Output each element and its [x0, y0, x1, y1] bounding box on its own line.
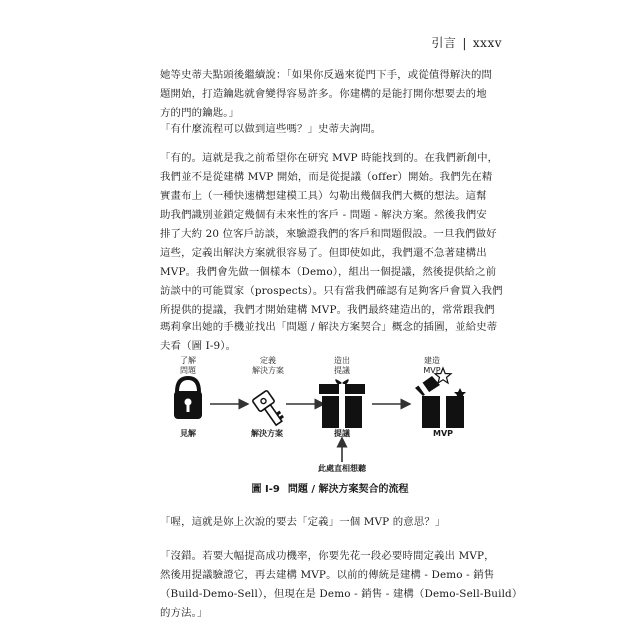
label-line: 定義	[260, 356, 276, 365]
step-2-bottom-label: 解決方案	[251, 429, 283, 438]
figure-caption	[160, 480, 500, 495]
paragraph-1	[160, 66, 500, 123]
text-line: 助我們識別並鎖定幾個有未來性的客戶 - 問題 - 解決方案。然後我們安	[160, 209, 487, 221]
step-4-top-label	[416, 356, 448, 376]
text-line: （Build-Demo-Sell），但現在是 Demo - 銷售 - 建構（Demo-Sell-Build）	[160, 588, 523, 600]
step-1-bottom-label: 見解	[180, 429, 196, 438]
paragraph-3	[160, 149, 503, 320]
text-line: 所提供的提議，我們才開始建構 MVP。我們最終建造出的，常常跟我們	[160, 304, 495, 316]
label-line: MVP	[423, 366, 441, 375]
label-line: 建造	[424, 356, 440, 365]
padlock-icon	[174, 378, 202, 419]
text-line: 題開始，打造鑰匙就會變得容易許多。你建構的是能打開你想要去的地	[160, 88, 487, 100]
text-line: 瑪莉拿出她的手機並找出「問題 / 解決方案契合」概念的插圖，並給史蒂	[160, 321, 498, 333]
running-head	[431, 34, 502, 51]
figure-graphic	[160, 358, 500, 480]
step-3-bottom-label: 提議	[334, 429, 350, 438]
paragraph-2	[160, 120, 500, 139]
paragraph-5	[160, 513, 500, 532]
text-line: 我們並不是從建構 MVP 開始，而是從提議（offer）開始。我們先在精	[160, 171, 493, 183]
key-icon	[252, 390, 286, 428]
open-gift-box-icon	[415, 368, 466, 428]
label-line: 解決方案	[252, 366, 284, 375]
label-line: 提議	[334, 366, 350, 375]
text-line: 她等史蒂夫點頭後繼續說：「如果你反過來從門下手，或從值得解決的問	[160, 69, 493, 81]
step-2-top-label	[246, 356, 290, 376]
text-line: 「喔，這就是妳上次說的要去「定義」一個 MVP 的意思？」	[160, 516, 446, 528]
step-4-bottom-label: MVP	[432, 429, 453, 438]
section-title: 引言	[431, 36, 457, 50]
callout-label: 此處直相想聽	[318, 464, 366, 473]
text-line: 「有什麼流程可以做到這些嗎？」史蒂夫詢問。	[160, 123, 382, 135]
text-line: 的方法。」	[160, 607, 208, 619]
process-figure	[160, 358, 500, 488]
caption-number: 圖 I-9	[251, 484, 280, 495]
text-line: 方的門的鑰匙。」	[160, 107, 240, 119]
gift-box-icon	[319, 379, 365, 428]
text-line: 夫看（圖 I-9）。	[160, 340, 237, 352]
paragraph-4	[160, 318, 500, 356]
text-line: 這些，定義出解決方案就很容易了。但即使如此，我們還不急著建構出	[160, 247, 487, 259]
text-line: 「有的。這就是我之前希望你在研究 MVP 時能找到的。在我們新創中，	[160, 152, 499, 164]
text-line: 訪談中的可能買家（prospects）。只有當我們確認有足夠客戶會買入我們	[160, 285, 503, 297]
text-line: 「沒錯。若要大幅提高成功機率，你要先花一段必要時間定義出 MVP，	[160, 550, 495, 562]
text-line: MVP。我們會先做一個樣本（Demo），組出一個提議，然後提供給之前	[160, 266, 497, 278]
text-line: 然後用提議驗證它，再去建構 MVP。以前的傳統是建構 - Demo - 銷售	[160, 569, 495, 581]
step-3-top-label	[326, 356, 358, 376]
caption-text: 問題 / 解決方案契合的流程	[287, 484, 409, 495]
text-line: 排了大約 20 位客戶訪談，來驗證我們的客戶和問題假設。一旦我們做好	[160, 228, 497, 240]
header-separator: |	[462, 36, 467, 50]
page-number: xxxv	[472, 36, 502, 50]
paragraph-6	[160, 547, 523, 623]
step-1-top-label	[173, 356, 203, 376]
label-line: 了解	[180, 356, 196, 365]
label-line: 造出	[334, 356, 350, 365]
text-line: 實畫布上（一種快速構想建模工具）勾勒出幾個我們大概的想法。這幫	[160, 190, 487, 202]
label-line: 問題	[180, 366, 196, 375]
